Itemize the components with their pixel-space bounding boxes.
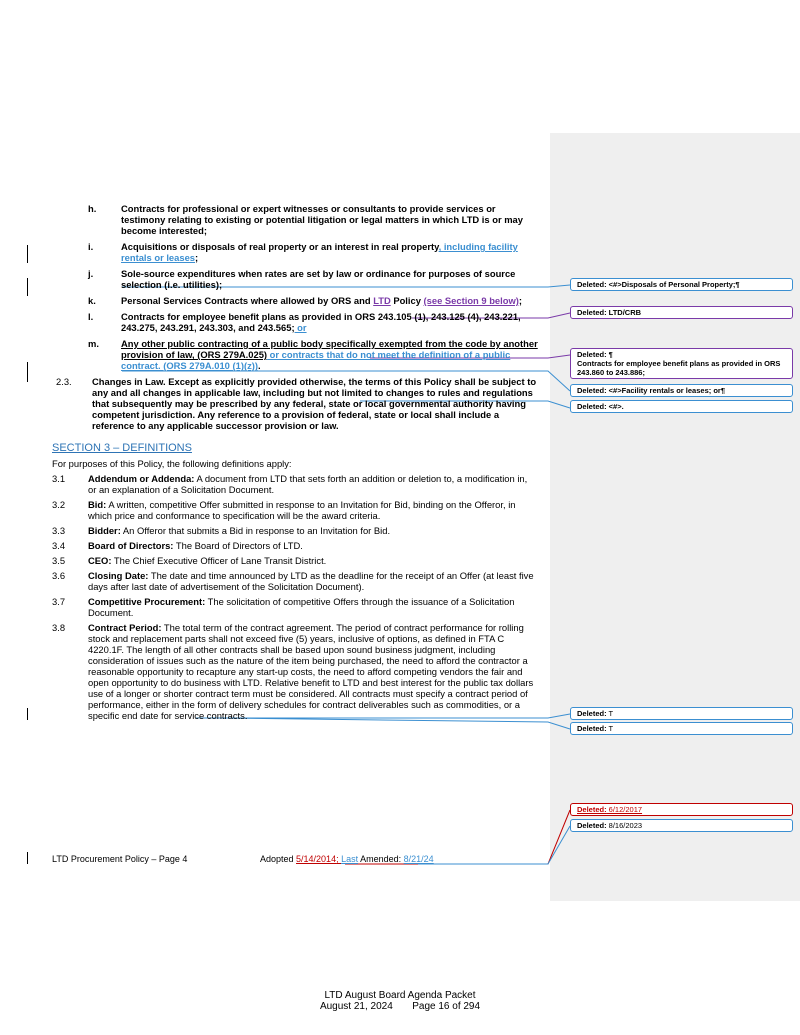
definition-3-7: 3.7 Competitive Procurement: The solicitation of competitive Offers through the issuance of a Solicitation Document. — [52, 596, 515, 618]
comment-balloon[interactable]: Deleted: ¶ Contracts for employee benefit plans as provided in ORS 243.860 to 243.886; — [570, 348, 793, 379]
comment-balloon[interactable]: Deleted: T — [570, 707, 793, 720]
list-item-j: j. Sole-source expenditures when rates are set by law or ordinance for purposes of source selection (i.e. utilities); — [88, 268, 516, 290]
inserted-text: , including facility rentals or leases — [121, 241, 518, 263]
definition-3-3: 3.3 Bidder: An Offeror that submits a Bid in response to an Invitation for Bid. — [52, 525, 391, 536]
document-body — [52, 203, 538, 725]
comment-balloon[interactable]: Deleted: <#>Facility rentals or leases; or¶ — [570, 384, 793, 397]
section-2-3: 2.3. Changes in Law. Except as explicitly provided otherwise, the terms of this Policy shall be subject to any and all changes in applicable law, including but not limited to changes to rules and regulations that subsequently may be prescribed by any federal, state or local governmental authority having competent jurisdiction. Any reference to a provision of federal, state or local shall include a reference to any applicable successor provision or law. — [56, 376, 537, 431]
definition-3-5: 3.5 CEO: The Chief Executive Officer of Lane Transit District. — [52, 555, 327, 566]
comment-balloon[interactable]: Deleted: T — [570, 722, 793, 735]
definition-3-6: 3.6 Closing Date: The date and time announced by LTD as the deadline for the receipt of an Offer (at least five days after last date of advertisement of the Solicitation Document). — [52, 570, 534, 592]
inserted-text: or contracts that do not meet the definition of a public contract. (ORS 279A.010 (1)(z)) — [121, 349, 511, 371]
definition-3-8: 3.8 Contract Period: The total term of the contract agreement. The period of contract performance for rolling stock and replacement parts shall not exceed five (5) years, inclusive of options, as defined in FTA C 4220.1F. The length of all other contracts shall be based upon sound business judgment, including consideration of issues such as the nature of the item being purchased, the need to afford the contractor a reasonable opportunity to recapture any start-up costs, the need to afford competing vendors the fair and open opportunity to do business with LTD. Relative benefit to LTD and best interest for the public tax dollars use of a longer or shorter contract term must be considered. All contracts must specify a contract period of performance, either in the form of delivery schedules for contract deliverables such as commodities, or a specific end date for service contracts. — [52, 622, 534, 721]
inserted-text: or — [294, 322, 307, 333]
list-item-m: m. Any other public contracting of a public body specifically exempted from the code by another provision of law, (ORS 279A.025) or contracts that do not meet the definition of a public contract. (ORS 279A.010 (1)(z)). — [88, 338, 538, 371]
list-item-h: h. Contracts for professional or expert witnesses or consultants to provide services or testimony relating to existing or potential litigation or legal matters in which LTD is or may become interested; — [88, 203, 523, 236]
section-heading[interactable]: SECTION 3 – DEFINITIONS — [52, 442, 192, 454]
comment-balloon[interactable]: Deleted: <#>. — [570, 400, 793, 413]
comment-balloon[interactable]: Deleted: <#>Disposals of Personal Property;¶ — [570, 278, 793, 291]
list-item-i: i. Acquisitions or disposals of real property or an interest in real property, including facility rentals or leases; — [88, 241, 518, 263]
comment-balloon[interactable]: Deleted: 6/12/2017 — [570, 803, 793, 816]
comment-balloon[interactable]: Deleted: LTD/CRB — [570, 306, 793, 319]
packet-footer: LTD August Board Agenda Packet August 21, 2024 Page 16 of 294 — [319, 990, 481, 1012]
definition-3-4: 3.4 Board of Directors: The Board of Directors of LTD. — [52, 540, 303, 551]
list-item-l: l. Contracts for employee benefit plans as provided in ORS 243.105 (1), 243.125 (4), 243.221, 243.275, 243.291, 243.303, and 243.565; or — [88, 311, 521, 333]
inserted-text: (see Section 9 below) — [423, 295, 519, 306]
section-intro: For purposes of this Policy, the following definitions apply: — [52, 458, 292, 469]
definition-3-1: 3.1 Addendum or Addenda: A document from LTD that sets forth an addition or deletion to, a modification in, or an explanation of a Solicitation Document. — [52, 473, 528, 495]
definition-3-2: 3.2 Bid: A written, competitive Offer submitted in response to an Invitation for Bid, binding on the Offeror, in which price and conformance to specification will be the award criteria. — [52, 499, 516, 521]
list-item-k: k. Personal Services Contracts where allowed by ORS and LTD Policy (see Section 9 below); — [88, 295, 523, 306]
inserted-text: LTD — [373, 295, 391, 306]
comment-balloon[interactable]: Deleted: 8/16/2023 — [570, 819, 793, 832]
